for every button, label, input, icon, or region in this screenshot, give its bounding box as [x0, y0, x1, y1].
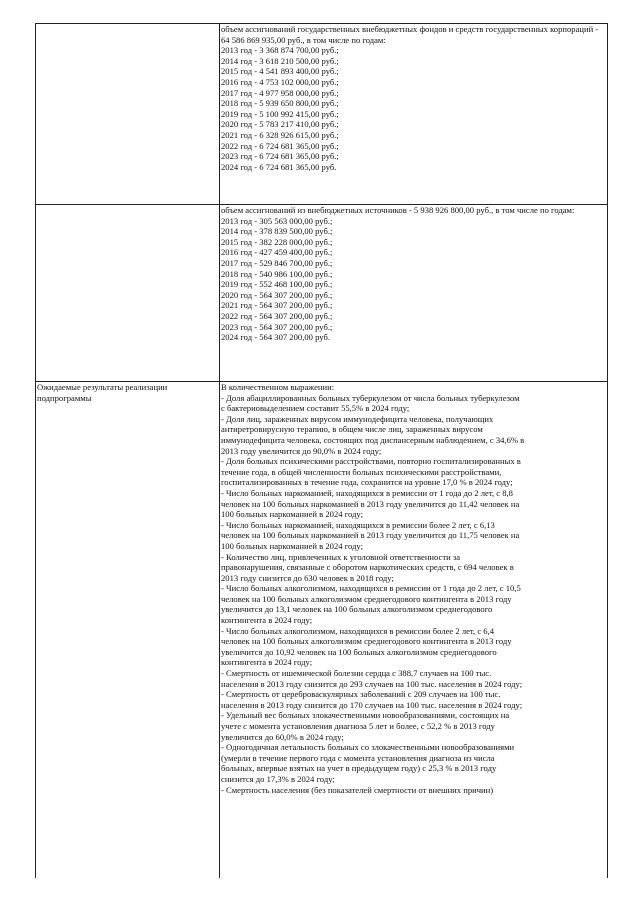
extrabudgetary-year-line: 2019 год - 552 468 100,00 руб.;: [221, 279, 333, 290]
result-line: увеличится до 60,0% в 2024 году;: [221, 731, 344, 742]
extrabudgetary-year-line: 2015 год - 382 228 000,00 руб.;: [221, 236, 333, 247]
extrabudgetary-cell: [220, 205, 608, 382]
result-line: - Число больных алкоголизмом, находящихся в ремиссии более 2 лет, с 6,4: [221, 625, 495, 636]
state-funds-year-line: 2014 год - 3 618 210 500,00 руб.;: [221, 55, 339, 66]
state-funds-year-line: 2020 год - 5 783 217 410,00 руб.;: [221, 119, 339, 130]
result-line: - Количество лиц, привлеченных к уголовной ответственности за: [221, 551, 461, 562]
state-funds-year-line: 2018 год - 5 939 650 800,00 руб.;: [221, 98, 339, 109]
label-cell-empty: [36, 24, 220, 205]
state-funds-year-line: 2019 год - 5 100 992 415,00 руб.;: [221, 108, 339, 119]
result-line: - Смертность от цереброваскулярных заболеваний с 209 случаев на 100 тыс.: [221, 689, 501, 700]
extrabudgetary-year-line: 2021 год - 564 307 200,00 руб.;: [221, 300, 333, 311]
result-line: - Смертность от ишемической болезни сердца с 388,7 случаев на 100 тыс.: [221, 668, 492, 679]
result-line: антиретровирусную терапию, в общем числе лиц, зараженных вирусом: [221, 424, 483, 435]
extrabudgetary-year-line: 2014 год - 378 839 500,00 руб.;: [221, 226, 333, 237]
result-line: - Доля лиц, зараженных вирусом иммунодефицита человека, получающих: [221, 413, 494, 424]
result-line: увеличится до 10,92 человек на 100 больных алкоголизмом среднегодового: [221, 646, 497, 657]
result-line: человек на 100 больных алкоголизмом среднегодового контингента в 2013 году: [221, 593, 512, 604]
result-line: населения в 2013 году снизится до 170 случаев на 100 тыс. населения в 2024 году;: [221, 699, 523, 710]
result-line: учете с момента установления диагноза 5 лет и более, с 52,2 % в 2013 году: [221, 721, 495, 731]
state-funds-year-line: 2021 год - 6 328 926 615,00 руб.;: [221, 129, 339, 140]
state-funds-year-line: 2024 год - 6 724 681 365,00 руб.: [221, 161, 337, 172]
state-funds-year-line: 2013 год - 3 368 874 700,00 руб.;: [221, 45, 339, 56]
program-passport-table: [35, 23, 608, 878]
extrabudgetary-year-line: 2022 год - 564 307 200,00 руб.;: [221, 310, 333, 321]
result-line: человек на 100 больных наркоманией в 2013 году увеличится до 11,75 человек на: [221, 530, 520, 541]
state-funds-year-line: 2017 год - 4 977 958 000,00 руб.;: [221, 87, 339, 98]
result-line: - Доля абациллированных больных туберкулезом от числа больных туберкулезом: [221, 392, 520, 403]
result-line: 2013 году снизится до 630 человек в 2018 году;: [221, 572, 394, 583]
result-line: (умерли в течение первого года с момента установления диагноза из числа: [221, 752, 495, 763]
label-cell-empty: [36, 205, 220, 382]
result-line: - Число больных наркоманией, находящихся в ремиссии более 2 лет, с 6,13: [221, 519, 495, 530]
result-line: снизится до 17,3% в 2024 году;: [221, 773, 335, 784]
result-line: течение года, в общей численности больных психическими расстройствами,: [221, 466, 502, 477]
expected-results-cell: [220, 382, 608, 879]
result-line: увеличится до 13,1 человек на 100 больных алкоголизмом среднегодового: [221, 604, 493, 615]
result-line: - Число больных алкоголизмом, находящихся в ремиссии от 1 года до 2 лет, с 10,5: [221, 583, 521, 594]
result-line: с бактериовыделением составит 55,5% в 2024 году;: [221, 403, 410, 414]
result-line: 2013 году увеличится до 90,0% в 2024 году;: [221, 445, 382, 456]
result-line: - Число больных наркоманией, находящихся в ремиссии от 1 года до 2 лет, с 8,8: [221, 487, 513, 498]
result-line: правонарушения, связанные с оборотом наркотических средств, с 694 человек в: [221, 562, 514, 573]
extrabudgetary-intro: объем ассигнований из внебюджетных источников - 5 938 926 800,00 руб., в том числе по годам:: [221, 205, 575, 215]
extrabudgetary-year-line: 2024 год - 564 307 200,00 руб.: [221, 332, 330, 343]
state-funds-cell: [220, 24, 608, 205]
result-line: человек на 100 больных алкоголизмом среднегодового контингента в 2013 году: [221, 636, 512, 647]
expected-results-label-cell: [36, 382, 220, 879]
result-line: 100 больных наркоманией в 2024 году;: [221, 509, 364, 520]
result-line: - Смертность населения (без показателей смертности от внешних причин): [221, 784, 494, 795]
table-row: [36, 24, 608, 205]
result-line: - Удельный вес больных злокачественными новообразованиями, состоящих на: [221, 710, 510, 721]
result-line: человек на 100 больных наркоманией в 2013 году увеличится до 11,42 человек на: [221, 498, 520, 509]
expected-results-label: Ожидаемые результаты реализации подпрограммы: [37, 382, 168, 403]
result-line: 100 больных наркоманией в 2024 году;: [221, 540, 364, 551]
extrabudgetary-year-line: 2018 год - 540 986 100,00 руб.;: [221, 268, 333, 279]
extrabudgetary-year-line: 2013 год - 305 563 000,00 руб.;: [221, 215, 333, 226]
state-funds-year-line: 2023 год - 6 724 681 365,00 руб.;: [221, 151, 339, 162]
result-line: контингента в 2024 году;: [221, 615, 313, 626]
table-row: [36, 382, 608, 879]
result-line: госпитализированных в течение года, сохранится на уровне 17,0 % в 2024 году;: [221, 477, 513, 488]
extrabudgetary-year-line: 2020 год - 564 307 200,00 руб.;: [221, 289, 333, 300]
extrabudgetary-year-line: 2017 год - 529 846 700,00 руб.;: [221, 257, 333, 268]
state-funds-year-line: 2016 год - 4 753 102 000,00 руб.;: [221, 76, 339, 87]
result-line: населения в 2013 году снизится до 293 случаев на 100 тыс. населения в 2024 году;: [221, 678, 523, 689]
table-row: [36, 205, 608, 382]
state-funds-year-line: 2015 год - 4 541 893 400,00 руб.;: [221, 66, 339, 77]
state-funds-intro: объем ассигнований государственных внебюджетных фондов и средств государственных корпораций - 64 586 869 935,00 руб., в том числе по годам:: [221, 24, 599, 45]
result-line: контингента в 2024 году;: [221, 657, 313, 668]
state-funds-year-line: 2022 год - 6 724 681 365,00 руб.;: [221, 140, 339, 151]
result-line: иммунодефицита человека, состоящих под диспансерным наблюдением, с 34,6% в: [221, 434, 525, 445]
extrabudgetary-year-line: 2016 год - 427 459 400,00 руб.;: [221, 247, 333, 258]
result-line: больных, впервые взятых на учет в предыдущем году) с 25,3 % в 2013 году: [221, 763, 497, 774]
extrabudgetary-year-line: 2023 год - 564 307 200,00 руб.;: [221, 321, 333, 332]
result-line: - Доля больных психическими расстройствами, повторно госпитализированных в: [221, 456, 521, 467]
result-line: - Одногодичная летальность больных со злокачественными новообразованиями: [221, 742, 515, 753]
result-line: В количественном выражении:: [221, 382, 335, 392]
